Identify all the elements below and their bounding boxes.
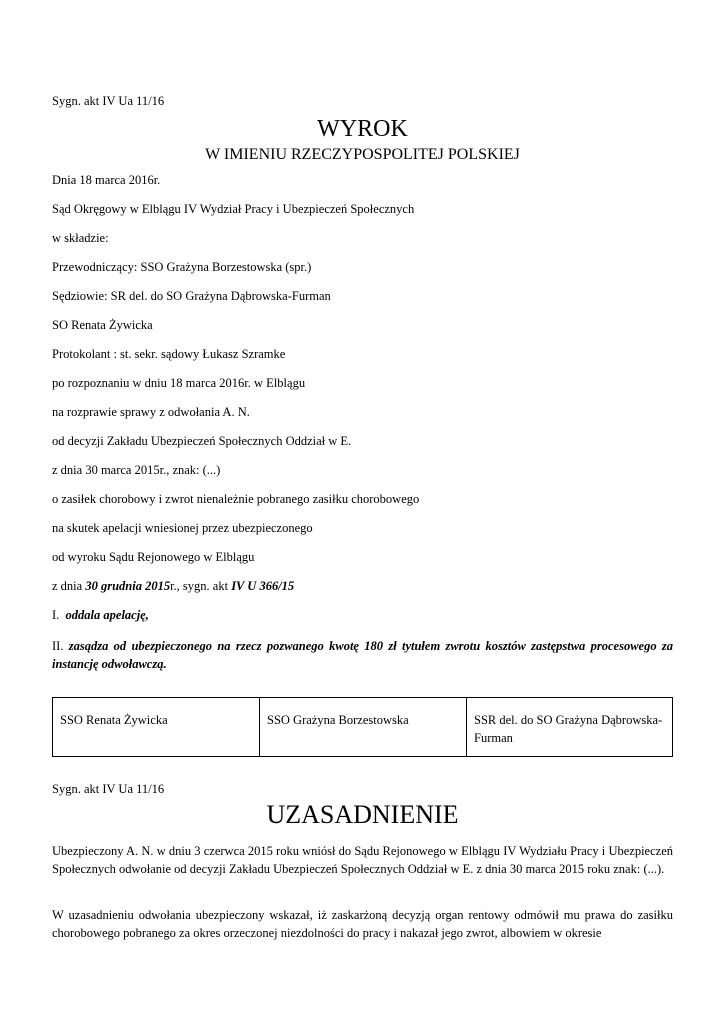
justification-paragraph: Ubezpieczony A. N. w dniu 3 czerwca 2015 roku wniósł do Sądu Rejonowego w Elblągu IV Wydziału Pracy i Ubezpieczeń Społecznych odwołanie od decyzji Zakładu Ubezpieczeń Społecznych Oddział w E. z dnia 30 marca 2015 roku znak: (...). <box>52 844 673 876</box>
justification-title: UZASADNIENIE <box>266 800 459 829</box>
case-reference: Sygn. akt IV Ua 11/16 <box>52 94 165 108</box>
lower-court-judgment-date: z dnia 30 grudnia 2015r., sygn. akt IV U 366/15 <box>52 579 295 593</box>
ruling-1: I. oddala apelację, <box>52 608 149 622</box>
document-subtitle: W IMIENIU RZECZYPOSPOLITEJ POLSKIEJ <box>205 146 520 163</box>
case-subject: o zasiłek chorobowy i zwrot nienależnie pobranego zasiłku chorobowego <box>52 492 420 506</box>
signature-cell: SSO Grażyna Borzestowska <box>260 698 467 757</box>
decision-date: z dnia 30 marca 2015r., znak: (...) <box>52 463 221 477</box>
judgment-date: Dnia 18 marca 2016r. <box>52 173 161 187</box>
signatures-table <box>52 697 673 757</box>
appeal-info: na skutek apelacji wniesionej przez ubezpieczonego <box>52 521 313 535</box>
judges: Sędziowie: SR del. do SO Grażyna Dąbrowska-Furman <box>52 289 331 303</box>
signature-cell: SSO Renata Żywicka <box>53 698 260 757</box>
lower-court-judgment: od wyroku Sądu Rejonowego w Elblągu <box>52 550 255 564</box>
composition-label: w składzie: <box>52 231 109 245</box>
decision-info: od decyzji Zakładu Ubezpieczeń Społecznych Oddział w E. <box>52 434 352 448</box>
case-info: na rozprawie sprawy z odwołania A. N. <box>52 405 250 419</box>
justification-case-reference: Sygn. akt IV Ua 11/16 <box>52 782 165 796</box>
presiding-judge: Przewodniczący: SSO Grażyna Borzestowska (spr.) <box>52 260 312 274</box>
justification-paragraph: W uzasadnieniu odwołania ubezpieczony wskazał, iż zaskarżoną decyzją organ rentowy odmówił mu prawa do zasiłku chorobowego pobranego za okres orzeczonej niezdolności do pracy i nakazał jego zwrot, albowiem w okresie <box>52 908 673 940</box>
judge-second: SO Renata Żywicka <box>52 318 153 332</box>
court-name: Sąd Okręgowy w Elblągu IV Wydział Pracy i Ubezpieczeń Społecznych <box>52 202 415 216</box>
court-clerk: Protokolant : st. sekr. sądowy Łukasz Szramke <box>52 347 286 361</box>
hearing-info: po rozpoznaniu w dniu 18 marca 2016r. w Elblągu <box>52 376 306 390</box>
ruling-2: II. zasądza od ubezpieczonego na rzecz pozwanego kwotę 180 zł tytułem zwrotu kosztów zastępstwa procesowego za instancję odwoławczą. <box>52 639 673 671</box>
signature-cell: SSR del. do SO Grażyna Dąbrowska-Furman <box>467 698 673 757</box>
document-title: WYROK <box>317 116 408 142</box>
